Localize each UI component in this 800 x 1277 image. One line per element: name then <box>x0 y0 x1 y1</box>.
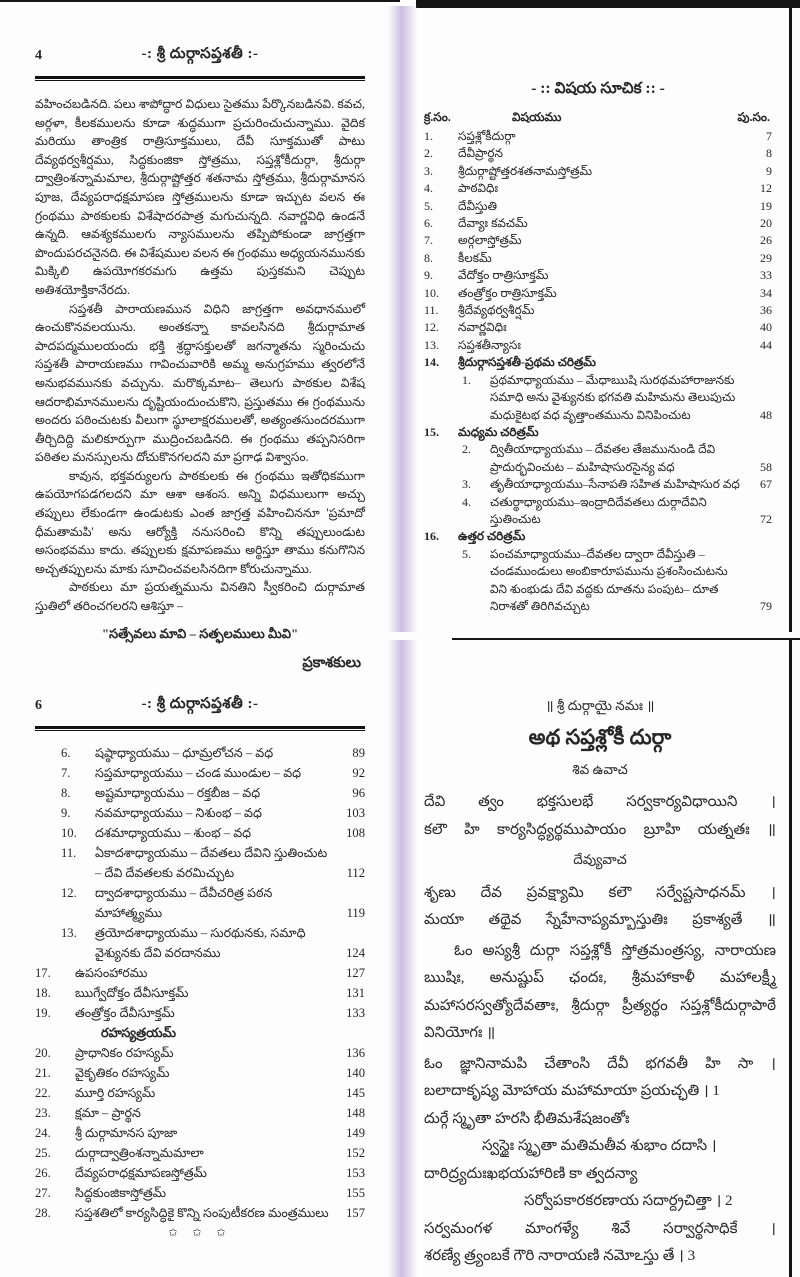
toc-row: 17. ఉపసంహారము 127 <box>35 966 365 980</box>
toc-row: 6. దేవ్యాః కవచమ్ 20 <box>424 216 772 231</box>
toc-row: 18. ఋగ్వేదోక్తం దేవీసూక్తమ్ 131 <box>35 986 365 1000</box>
verse-line: బలాదాకృష్య మోహాయ మహామాయా ప్రయచ్ఛతి । 1 <box>424 1083 720 1099</box>
toc-row: 25. దుర్గాద్వాత్రింశన్నామమాలా 152 <box>35 1146 365 1160</box>
toc-row: 11. శ్రీదేవ్యథర్వశీర్షమ్ 36 <box>424 303 772 318</box>
verse-line: సర్వమంగళ మాంగళ్యే శివే సర్వార్థసాధికే । <box>424 1220 776 1237</box>
verse-line: ఓం జ్ఞానినామపి చేతాంసి దేవీ భగవతీ హి సా । <box>424 1055 776 1072</box>
saptashloki-page <box>424 692 776 1262</box>
toc-sub-row: 6. షష్ఠాధ్యాయము – ధూమ్రలోచన – వధ 89 <box>61 746 365 760</box>
toc-sub-row: 7. సప్తమాధ్యాయము – చండ ముండుల – వధ 92 <box>61 766 365 780</box>
toc-row: 9. వేదోక్తం రాత్రిసూక్తమ్ 33 <box>424 268 772 283</box>
toc-sub-row: 8. అష్టమాధ్యాయము – రక్తబీజ – వధ 96 <box>61 786 365 800</box>
toc-row: 27. సిద్ధకుంజికాస్తోత్రమ్ 155 <box>35 1186 365 1200</box>
header-rule <box>35 726 365 731</box>
toc-row: 1. సప్తశ్లోకీదుర్గా 7 <box>424 129 772 143</box>
toc-row: 7. అర్గలాస్తోత్రమ్ 26 <box>424 233 772 248</box>
speaker-shiva: శివ ఉవాచ <box>572 761 628 777</box>
toc-chapter-row: 16. ఉత్తర చరిత్రమ్ <box>424 529 526 544</box>
verse-line: దేవి త్వం భక్తసులభే సర్వకార్యవిధాయిని । <box>424 794 776 810</box>
paragraph: సప్తశతీ పారాయణమున విధిని జాగ్రత్తగా అవధానములో ఉంచుకొనవలయును. అంతకన్నా కావలసినది శ్రీదుర్గామాత పాదపద్మములయందు భక్తి శ్రద్ధాసక్తులతో జగన్మాతను స్మరించుచు సప్తశతీ పారాయణము గావించువారికి అమ్మ అనుగ్రహము త్వరలోనే అనుభవమునకు వచ్చును. మరొక్కమాట– తెలుగు పాఠకుల విశేష ఆదరాభిమానములను దృష్టియందుంచుకొని, ప్రస్తుతము ఈ గ్రంథమును అందరు పఠించుటకు వీలుగా స్థూలాక్షరములతో, అత్యంతసుందరముగా తీర్చిదిద్ది మలికూర్పుగా ముద్రించబడినది. ఈ గ్రంథము తప్పనిసరిగా పఠితల మనస్సులను దోచుకొనగలదని మా ప్రగాఢ విశ్వాసం. <box>35 301 365 465</box>
verse-line: మయా తథైవ స్నేహేనాప్యమ్బాస్తుతిః ప్రకాశ్యతే ॥ <box>424 912 776 928</box>
toc-row: 8. కీలకమ్ 29 <box>424 250 772 265</box>
toc-row: 2. దేవీప్రార్థన 8 <box>424 146 772 161</box>
toc-row: 3. శ్రీదుర్గాష్టోత్తరశతనామస్తోత్రమ్ 9 <box>424 163 772 178</box>
toc-row: 13. సప్తశతీన్యాసః 44 <box>424 337 772 352</box>
page-4-body <box>35 95 365 616</box>
toc-section-heading: రహస్యత్రయమ్ <box>101 1026 177 1040</box>
toc-sub-row: 1. ప్రథమాధ్యాయము – మేధాఋషి సురథమహారాజునకు సమాధి అను వైశ్యునకు భగవతి మహిమను తెలుపుచు మధుకైటభ వధ వృత్తాంతమును వినిపించుట 48 <box>462 372 772 422</box>
toc-row: 26. దేవ్యపరాధక్షమాపణస్తోత్రమ్ 153 <box>35 1166 365 1180</box>
page-4-running-title: -: శ్రీ దుర్గాసప్తశతీ :- <box>141 46 259 62</box>
toc-row: 23. క్షమా – ప్రార్థన 148 <box>35 1106 365 1120</box>
toc-sub-row: 10. దశమాధ్యాయము – శుంభ – వధ 108 <box>61 826 365 840</box>
viniyoga-paragraph: ఓం అస్యశ్రీ దుర్గా సప్తశ్లోకీ స్తోత్రమంత్రస్య, నారాయణ ఋషిః, అనుష్టుప్ ఛందః, శ్రీమహాకాళీ మహాలక్ష్మీ మహాసరస్వత్యోదేవతాః, శ్రీదుర్గా ప్రీత్యర్థం సప్తశ్లోకీదుర్గాపాఠే వినియోగః ॥ <box>424 942 776 1041</box>
toc-row: 19. తంత్రోక్తం దేవీసూక్తమ్ 133 <box>35 1006 365 1020</box>
page-4-number: 4 <box>35 48 42 63</box>
page-6-number: 6 <box>35 698 42 713</box>
toc-sub-row: 13. త్రయోదశాధ్యాయము – సురథునకు, సమాధి వైశ్యునకు దేవి వరదానము 124 <box>61 926 365 960</box>
page-4-header <box>35 42 365 76</box>
col-subject: విషయము <box>512 110 562 124</box>
toc-page-1 <box>424 80 772 625</box>
toc-sub-row: 2. ద్వితీయాధ్యాయము – దేవతల తేజమునుండి దేవి ప్రాదుర్భవించుట – మహిషాసురసైన్య వధ 58 <box>462 442 772 474</box>
toc-row: 28. సప్తశతిలో కార్యసిద్ధికై కొన్ని సంపుటీకరణ మంత్రములు 157 <box>35 1206 365 1220</box>
toc-row: 12. నవార్ణవిధిః 40 <box>424 320 772 335</box>
toc-row: 5. దేవీస్తుతి 19 <box>424 198 772 213</box>
toc-sub-row: 9. నవమాధ్యాయము – నిశుంభ – వధ 103 <box>61 806 365 820</box>
toc-row: 20. ప్రాధానికం రహస్యమ్ 136 <box>35 1046 365 1060</box>
col-page: పు.సం. <box>737 110 770 124</box>
toc-row: 21. వైకృతికం రహస్యమ్ 140 <box>35 1066 365 1080</box>
page-6-header <box>35 692 365 726</box>
invocation-line: ॥ శ్రీ దుర్గాయై నమః ॥ <box>545 698 655 713</box>
verse-line: స్వస్థైః స్మృతా మతిమతీవ శుభాం దదాసి । <box>482 1138 717 1154</box>
toc-sub-row: 12. ద్వాదశాధ్యాయము – దేవీచరిత్ర పఠన మాహాత్మ్యము 119 <box>61 886 365 920</box>
speaker-devi: దేవ్యువాచ <box>573 852 627 867</box>
verse-line: కలౌ హి కార్యసిద్ధ్యర్థముపాయం బ్రూహి యత్నతః ॥ <box>424 821 776 838</box>
verse-line: దుర్గే స్మృతా హరసి భీతిమశేషజంతోః <box>424 1110 630 1127</box>
toc-title: - :: విషయ సూచిక :: - <box>531 80 665 97</box>
toc-row: 10. తంత్రోక్తం రాత్రిసూక్తమ్ 34 <box>424 285 772 300</box>
end-ornament-stars: ✩ ✩ ✩ <box>168 1227 232 1239</box>
book-spine-bottom <box>388 640 418 1277</box>
scan-top-edge-right <box>416 0 800 8</box>
toc-column-headers <box>424 110 772 128</box>
scan-right-edge-top <box>789 0 792 632</box>
verse-line: సర్వోపకారకరణాయ సదార్ద్రచిత్తా । 2 <box>524 1193 733 1209</box>
header-rule <box>35 76 365 81</box>
paragraph: కావున, భక్తవర్యులగు పాఠకులకు ఈ గ్రంథము ఇతోధికముగా ఉపయోగపడగలదని మా ఆశా ఆశంస. అన్ని విధములుగా అచ్చు తప్పులు లేకుండగా ఉండుటకు ఎంత జాగ్రత్త వహించిననూ 'ప్రమాదో ధీమతామపి' అను ఆర్యోక్తి ననుసరించి కొన్ని తప్పులుండుట అసంభవము కాదు. తప్పులకు క్షమాపణము అర్థిస్తూ తాము కనుగొనిన అచ్చతప్పులను మాకు సూచించవలసినదిగా కోరుచున్నాము. <box>35 468 365 576</box>
col-serial: క్ర.సం. <box>424 110 451 124</box>
paragraph: వహించబడినది. పలు శాపోద్ధార విధులు సైతము పేర్కొనబడినవి. కవచ, అర్గళా, కీలకములను కూడా శుద్ధముగా ప్రచురించుచున్నాము. వైదిక మరియు తాంత్రిక రాత్రిసూక్తములు, దేవీ సూక్తముతో పాటు దేవ్యథర్వశీర్షము, సిద్ధకుంజికా స్తోత్రము, సప్తశ్లోకీదుర్గా, శ్రీదుర్గా ద్వాత్రింశన్నామమాల, శ్రీదుర్గాష్టోత్తర శతనామ స్తోత్రము, శ్రీదుర్గామానస పూజ, దేవ్యపరాధక్షమాపణ స్తోత్రములను కూడా ఇచ్చుట వలన ఈ గ్రంథము పాఠకులకు విశేషాదరపాత్ర మగుచున్నది. నవార్ణవిధి ఉండనే ఉన్నది. ఆవశ్యకములగు న్యాసములను తప్పిపోకుండా జాగ్రత్తగా పొందుపరచనైనది. ఈ విశేషముల వలన ఈ గ్రంథము అధ్యయనమునకు మిక్కిలి ఉపయోగకరమగు ఉత్తమ పుస్తకమని చెప్పుట అతిశయోక్తికానేరదు. <box>35 97 365 297</box>
chapter-title: అథ సప్తశ్లోకీ దుర్గా <box>528 724 672 749</box>
toc-sub-row: 4. చతుర్థాధ్యాయము–ఇంద్రాదిదేవతలు దుర్గాదేవిని స్తుతించుట 72 <box>462 494 772 526</box>
page-6-running-title: -: శ్రీ దుర్గాసప్తశతీ :- <box>141 696 259 712</box>
scan-right-edge-bottom <box>789 640 792 1277</box>
verse-line: శరణ్యే త్ర్యంబకే గౌరి నారాయణి నమోఽస్తు తే । 3 <box>424 1248 696 1264</box>
toc-row: 22. మూర్తి రహస్యమ్ 145 <box>35 1086 365 1100</box>
toc-row: 4. పాఠవిధిః 12 <box>424 181 772 196</box>
toc-sub-row: 3. తృతీయాధ్యాయము–సేనాపతి సహిత మహిషాసుర వధ 67 <box>462 477 772 492</box>
toc-sub-row: 5. పంచమాధ్యాయము–దేవతల ద్వారా దేవీస్తుతి – చండముండులు అంబికారూపమును ప్రశంసించుటను విని శుంభుడు దేవి వద్దకు దూతను పంపుట– దూత నిరాశతో తిరిగివచ్చుట 79 <box>462 546 772 613</box>
page-4 <box>35 42 365 671</box>
scan-top-edge-bottom-spread <box>452 638 800 640</box>
toc-chapter-row: 14. శ్రీదుర్గాసప్తశతీ-ప్రథమ చరిత్రమ్ <box>424 355 597 370</box>
paragraph: పాఠకులు మా ప్రయత్నమును వినతిని స్వీకరించి దుర్గామాత స్తుతిలో తరించగలరని ఆశిస్తూ – <box>35 580 365 614</box>
toc-sub-row: 11. ఏకాదశాధ్యాయము – దేవతలు దేవిని స్తుతించుట – దేవి దేవతలకు వరమిచ్చుట 112 <box>61 846 365 880</box>
book-spine-top <box>388 6 418 632</box>
verse-line: శృణు దేవ ప్రవక్ష్యామి కలౌ సర్వేష్టసాధనమ్ । <box>424 884 776 901</box>
publisher-signature: ప్రకాశకులు <box>302 654 361 671</box>
toc-chapter-row: 15. మధ్యమ చరిత్రమ్ <box>424 424 539 439</box>
page-6 <box>35 692 365 1252</box>
publisher-quote: "సత్సేవలు మావి – సత్ఫలములు మీవి" <box>101 625 299 641</box>
verse-line: దారిద్ర్యదుఃఖభయహారిణి కా త్వదన్యా <box>424 1165 638 1182</box>
toc-row: 24. శ్రీ దుర్గామానస పూజా 149 <box>35 1126 365 1140</box>
scan-top-edge-left <box>0 0 400 2</box>
